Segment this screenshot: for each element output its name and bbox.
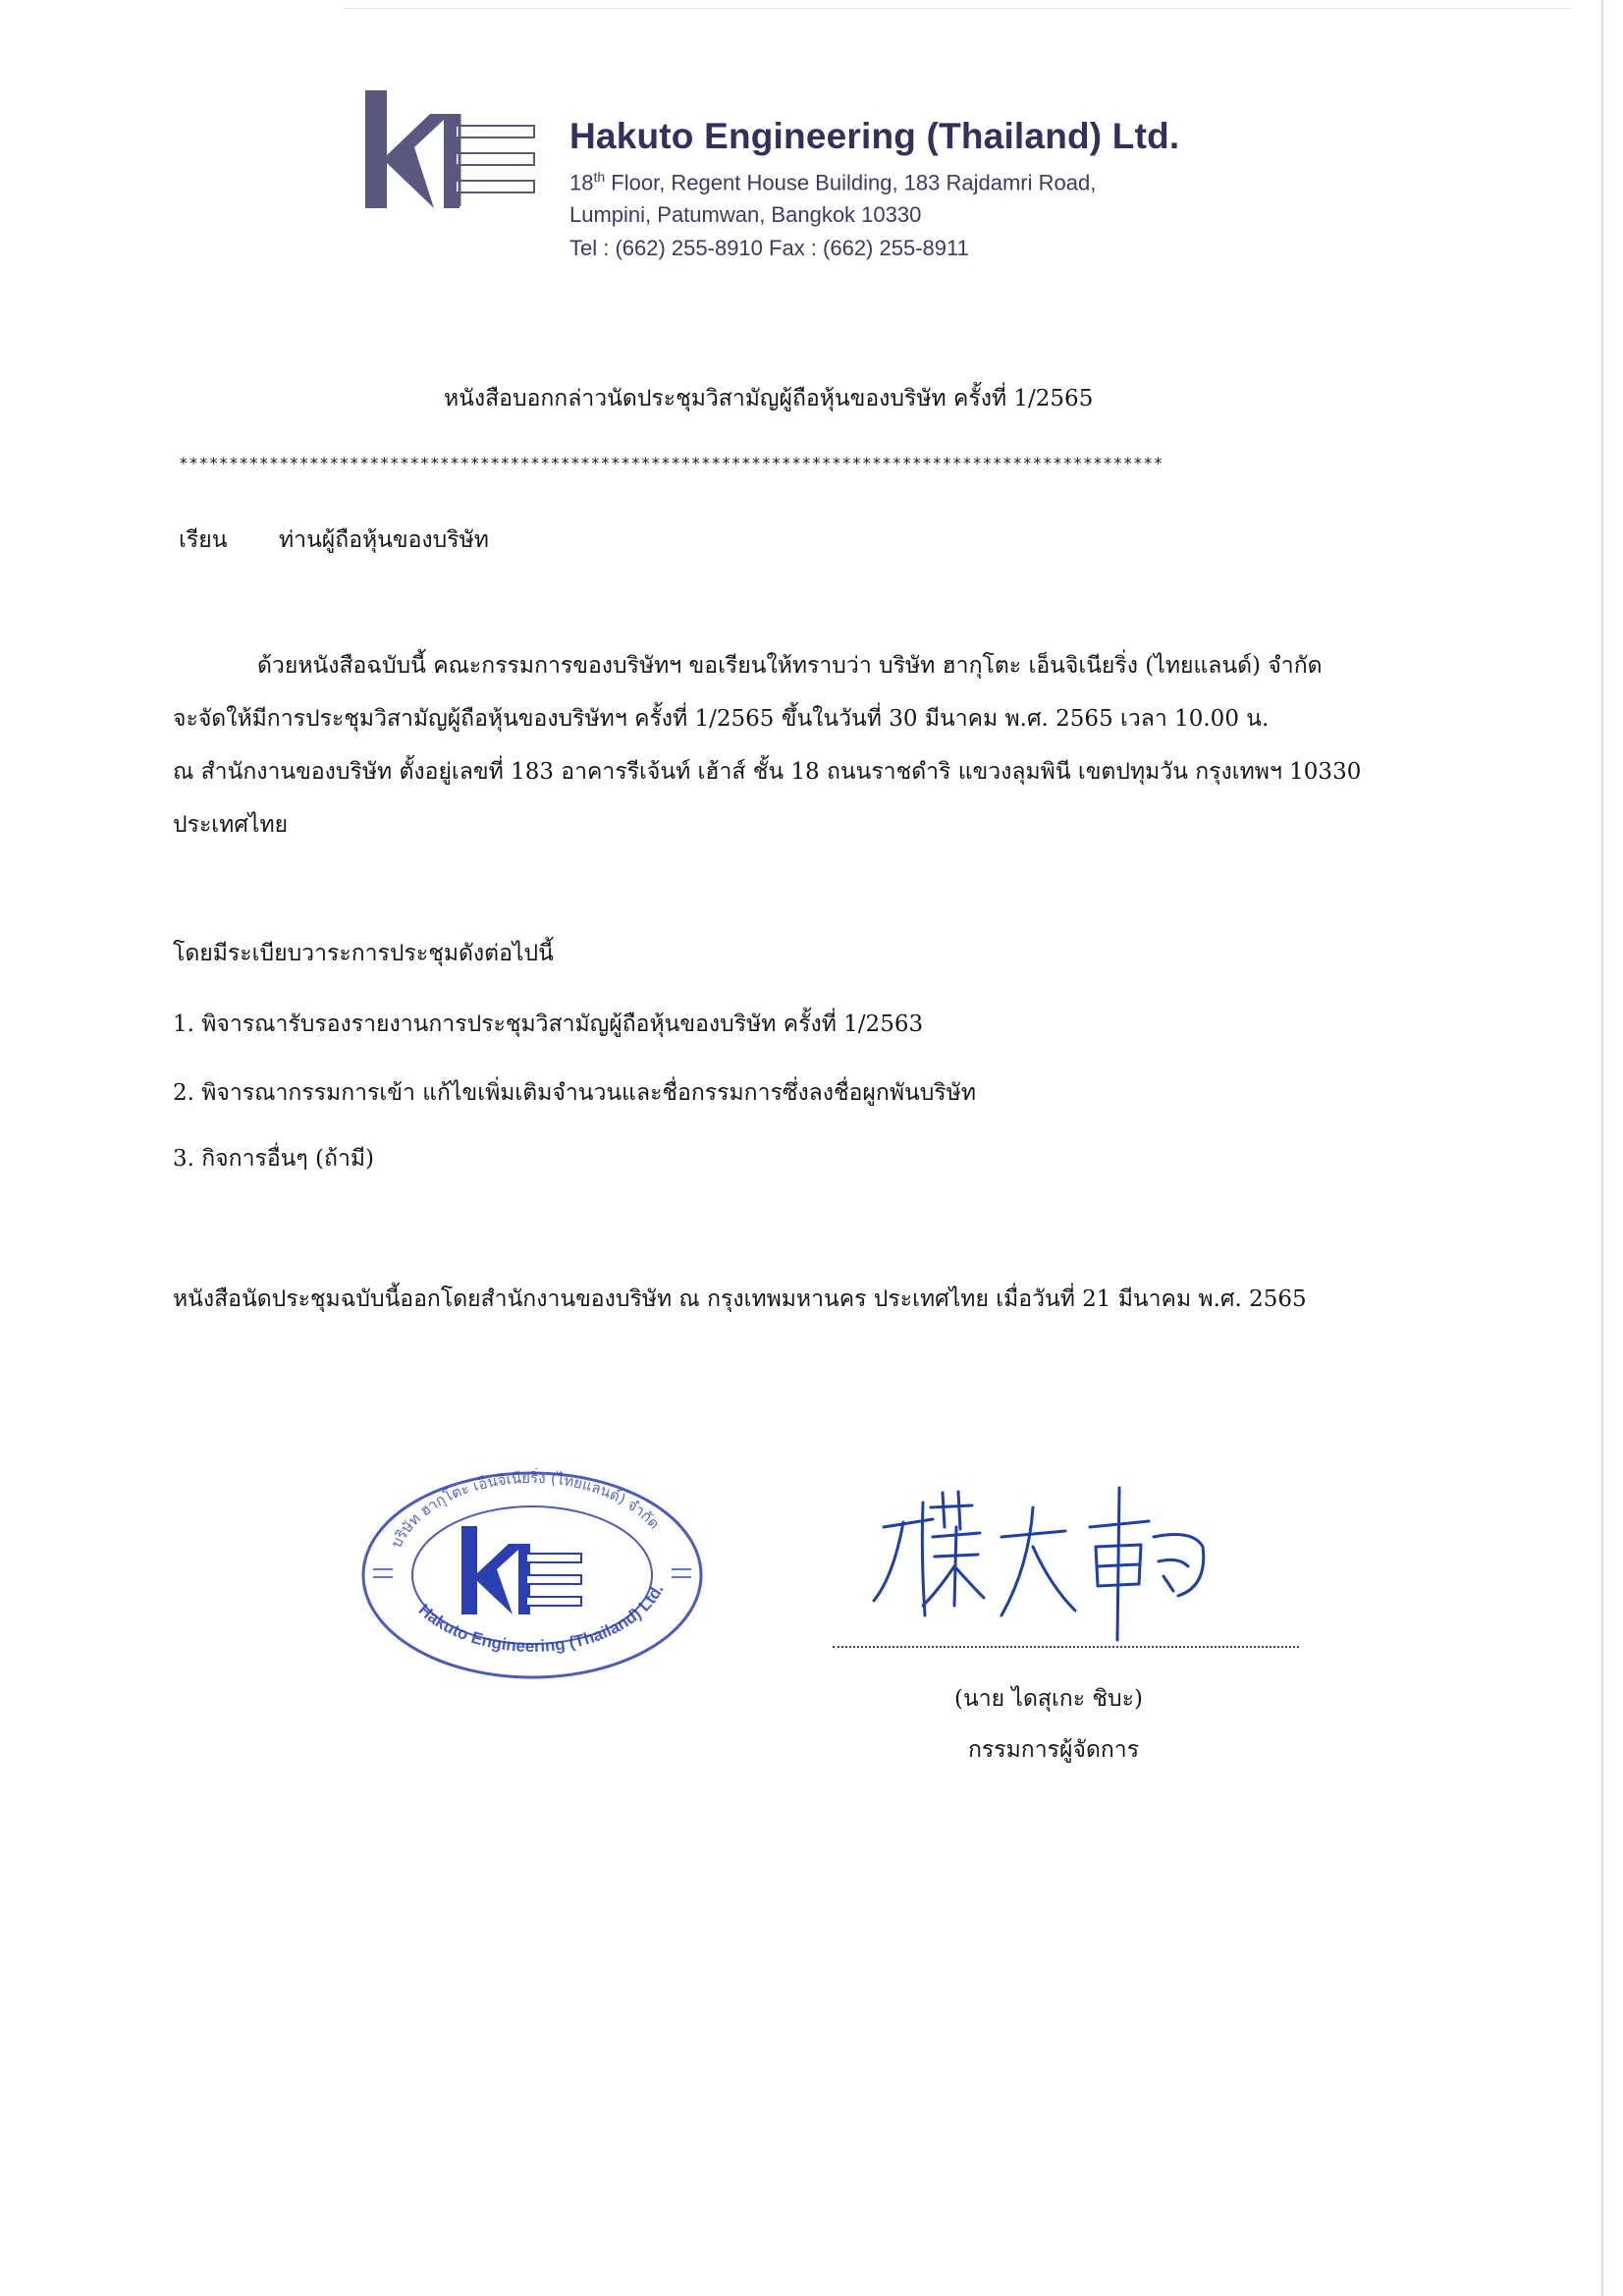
- address-floor-suffix: th: [593, 169, 606, 185]
- separator-line: **************************************************************************************************: [179, 454, 1163, 472]
- signer-name: (นาย ไดสุเกะ ชิบะ): [954, 1686, 1143, 1712]
- address-floor-number: 18: [569, 170, 594, 195]
- salutation-recipient: ท่านผู้ถือหุ้นของบริษัท: [279, 527, 489, 553]
- agenda-item: 2. พิจารณากรรมการเข้า แก้ไขเพิ่มเติมจำนวนและชื่อกรรมการซึ่งลงชื่อผูกพันบริษัท: [173, 1080, 976, 1106]
- body-line-3: ณ สำนักงานของบริษัท ตั้งอยู่เลขที่ 183 อาคารรีเจ้นท์ เฮ้าส์ ชั้น 18 ถนนราชดำริ แขวงลุมพินี เขตปทุมวัน กรุงเทพฯ 10330: [173, 759, 1362, 785]
- seal-top-text: บริษัท ฮากุโตะ เอ็นจิเนียริ่ง (ไทยแลนด์) จำกัด: [387, 1468, 664, 1551]
- agenda-heading: โดยมีระเบียบวาระการประชุมดังต่อไปนี้: [173, 941, 554, 966]
- body-line-1: ด้วยหนังสือฉบับนี้ คณะกรรมการของบริษัทฯ ขอเรียนให้ทราบว่า บริษัท ฮากุโตะ เอ็นจิเนียริ่ง (ไทยแลนด์) จำกัด: [257, 653, 1323, 679]
- salutation-label: เรียน: [179, 527, 228, 553]
- contact-line: Tel : (662) 255-8910 Fax : (662) 255-8911: [569, 236, 969, 260]
- svg-text:บริษัท ฮากุโตะ เอ็นจิเนียริ่ง: [387, 1467, 663, 1551]
- agenda-item: 3. กิจการอื่นๆ (ถ้ามี): [173, 1146, 375, 1172]
- body-line-2: จะจัดให้มีการประชุมวิสามัญผู้ถือหุ้นของบริษัทฯ ครั้งที่ 1/2565 ขึ้นในวันที่ 30 มีนาคม พ.ศ. 2565 เวลา 10.00 น.: [173, 706, 1270, 732]
- handwritten-signature: [864, 1468, 1237, 1650]
- signer-position: กรรมการผู้จัดการ: [968, 1737, 1140, 1763]
- body-line-4: ประเทศไทย: [173, 812, 289, 838]
- company-seal-stamp: [355, 1459, 709, 1685]
- company-logo: [365, 90, 540, 208]
- document-title: หนังสือบอกกล่าวนัดประชุมวิสามัญผู้ถือหุ้นของบริษัท ครั้งที่ 1/2565: [444, 386, 1094, 411]
- seal-bottom-text: Hakuto Engineering (Thailand) Ltd.: [414, 1581, 668, 1657]
- signature-line: [833, 1646, 1299, 1648]
- scan-edge-right: [1601, 0, 1603, 2296]
- address-line-1: [569, 169, 1096, 195]
- issued-statement: หนังสือนัดประชุมฉบับนี้ออกโดยสำนักงานของบริษัท ณ กรุงเทพมหานคร ประเทศไทย เมื่อวันที่ 21 มีนาคม พ.ศ. 2565: [173, 1286, 1307, 1312]
- address-line-2: Lumpini, Patumwan, Bangkok 10330: [569, 202, 922, 227]
- company-name: Hakuto Engineering (Thailand) Ltd.: [569, 116, 1180, 156]
- scan-edge-top: [344, 8, 1571, 9]
- svg-text:Hakuto Engineering (Thailand): [415, 1581, 668, 1656]
- address-line-1-rest: Floor, Regent House Building, 183 Rajdamri Road,: [605, 170, 1097, 195]
- agenda-item: 1. พิจารณารับรองรายงานการประชุมวิสามัญผู้ถือหุ้นของบริษัท ครั้งที่ 1/2563: [173, 1011, 924, 1037]
